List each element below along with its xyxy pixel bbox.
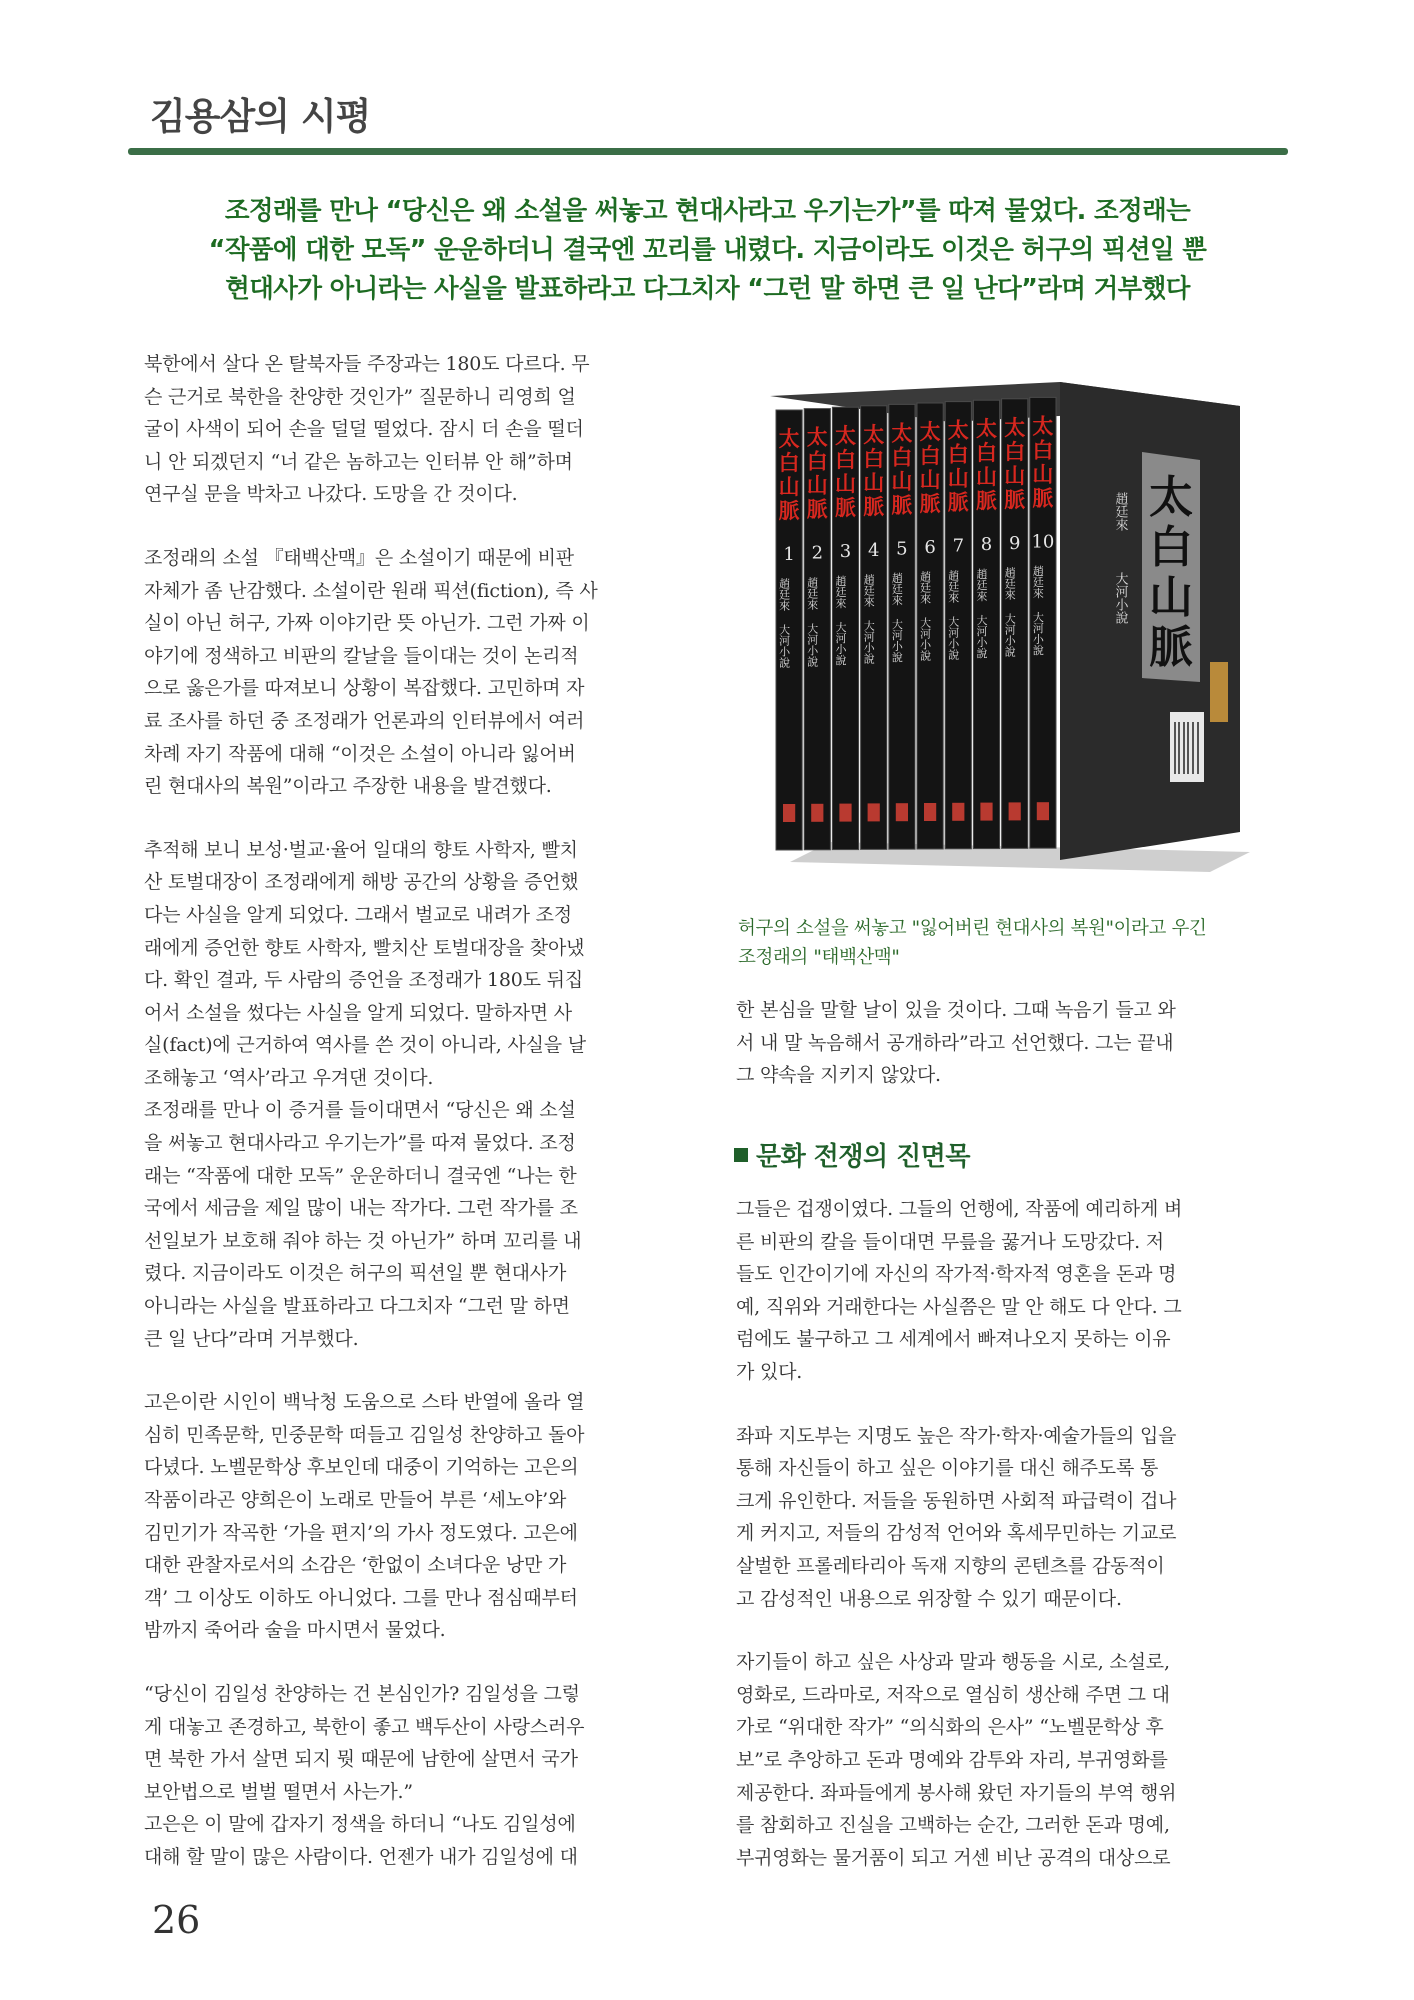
text-line: 다는 사실을 알게 되었다. 그래서 벌교로 내려가 조정 — [144, 903, 572, 926]
spine-title-char: 脈 — [1004, 486, 1026, 512]
book-spine — [889, 404, 915, 849]
spine-title-char: 太 — [891, 420, 913, 446]
book-spine — [776, 410, 802, 850]
spine-volume-number: 2 — [811, 542, 824, 564]
spine-volume-number: 4 — [867, 539, 880, 561]
page-number: 26 — [152, 1898, 201, 1942]
box-title-char: 脈 — [1149, 622, 1193, 673]
spine-title-char: 太 — [806, 424, 828, 450]
spine-title-char: 脈 — [976, 488, 997, 514]
text-line: 자기들이 하고 싶은 사상과 말과 행동을 시로, 소설로, — [736, 1651, 1170, 1674]
text-line: 추적해 보니 보성·벌교·율어 일대의 향토 사학자, 빨치 — [144, 838, 578, 861]
text-line: 어서 소설을 썼다는 사실을 알게 되었다. 말하자면 사 — [144, 1001, 572, 1024]
spine-subtitle: 大河小說 — [890, 618, 904, 663]
book-spine — [917, 403, 943, 849]
text-line: 굴이 사색이 되어 손을 덜덜 떨었다. 잠시 더 손을 떨더 — [144, 418, 584, 441]
caption-line: 허구의 소설을 써놓고 "잃어버린 현대사의 복원"이라고 우긴 — [738, 918, 1207, 939]
spine-title-char: 太 — [947, 417, 969, 443]
publisher-logo-icon — [924, 803, 936, 821]
text-line: 게 커지고, 저들의 감성적 언어와 혹세무민하는 기교로 — [736, 1522, 1177, 1545]
spine-title-char: 白 — [778, 450, 800, 475]
text-line: 린 현대사의 복원”이라고 주장한 내용을 발견했다. — [144, 775, 552, 798]
spine-title-char: 白 — [947, 441, 969, 467]
spine-title-char: 山 — [1032, 461, 1054, 487]
spine-title-char: 太 — [778, 426, 800, 451]
text-line: 고은이란 시인이 백낙청 도움으로 스타 반열에 올라 열 — [144, 1391, 585, 1414]
box-title-char: 太 — [1149, 472, 1193, 523]
spine-volume-number: 1 — [783, 544, 795, 565]
right-column — [736, 1193, 1296, 1874]
paragraph — [144, 1386, 704, 1647]
book-spines — [776, 397, 1056, 850]
text-line: 고은은 이 말에 갑자기 정색을 하더니 “나도 김일성에 — [144, 1813, 576, 1836]
book-spine — [832, 407, 858, 849]
right-column-top — [736, 994, 1296, 1092]
caption-line: 조정래의 "태백산맥" — [738, 947, 900, 968]
spine-author: 趙廷來 — [1031, 565, 1045, 599]
spine-title-char: 白 — [1032, 437, 1054, 463]
publisher-logo-icon — [811, 804, 823, 822]
spine-author: 趙廷來 — [805, 576, 819, 610]
text-line: 제공한다. 좌파들에게 봉사해 왔던 자기들의 부역 행위 — [736, 1781, 1177, 1804]
text-line: 한 본심을 말할 날이 있을 것이다. 그때 녹음기 들고 와 — [736, 999, 1176, 1021]
spine-title-char: 山 — [919, 467, 941, 492]
spine-subtitle: 大河小說 — [777, 624, 791, 668]
spine-author: 趙廷來 — [946, 569, 960, 603]
text-line: 조정래를 만나 이 증거를 들이대면서 “당신은 왜 소설 — [144, 1099, 576, 1122]
text-line: 보안법으로 벌벌 떨면서 사는가.” — [144, 1780, 413, 1803]
pull-quote-line: 현대사가 아니라는 사실을 발표하라고 다그치자 “그런 말 하면 큰 일 난다”라며 거부했다 — [225, 274, 1190, 304]
spine-author: 趙廷來 — [918, 571, 932, 604]
text-line: 국에서 세금을 제일 많이 내는 작가다. 그런 작가를 조 — [144, 1197, 578, 1220]
paragraph — [144, 542, 704, 803]
spine-title-char: 太 — [863, 421, 885, 447]
spine-title-char: 山 — [947, 465, 969, 491]
spine-subtitle: 大河小說 — [1031, 611, 1045, 656]
spine-title-char: 太 — [835, 423, 856, 449]
text-line: 차례 자기 작품에 대해 “이것은 소설이 아니라 잃어버 — [144, 742, 576, 765]
spine-title-char: 脈 — [947, 489, 969, 515]
spine-subtitle: 大河小說 — [918, 617, 932, 661]
spine-title-char: 白 — [806, 448, 828, 474]
text-line: 서 내 말 녹음해서 공개하라”라고 선언했다. 그는 끝내 — [736, 1031, 1174, 1054]
text-line: 밤까지 죽어라 술을 마시면서 물었다. — [144, 1619, 446, 1642]
text-line: 를 참회하고 진실을 고백하는 순간, 그러한 돈과 명예, — [736, 1814, 1170, 1837]
publisher-logo-icon — [896, 803, 908, 821]
spine-subtitle: 大河小說 — [862, 619, 876, 664]
spine-title-char: 脈 — [806, 496, 828, 522]
text-line: 부귀영화는 물거품이 되고 거센 비난 공격의 대상으로 — [736, 1846, 1171, 1869]
subheading-text: 문화 전쟁의 진면목 — [756, 1142, 971, 1172]
text-line: 니 안 되겠던지 “너 같은 놈하고는 인터뷰 안 해”하며 — [144, 450, 573, 473]
spine-author: 趙廷來 — [890, 572, 904, 606]
text-line: 래는 “작품에 대한 모독” 운운하더니 결국엔 “나는 한 — [144, 1164, 577, 1187]
spine-author: 趙廷來 — [975, 568, 988, 602]
spine-author: 趙廷來 — [834, 575, 847, 609]
box-title-char: 白 — [1149, 522, 1193, 573]
text-line: 면 북한 가서 살면 되지 뭣 때문에 남한에 살면서 국가 — [144, 1748, 578, 1771]
spine-title-char: 白 — [835, 447, 856, 473]
square-bullet-icon — [734, 1148, 748, 1162]
box-author: 趙廷來 — [1112, 492, 1128, 531]
text-line: 크게 유인한다. 저들을 동원하면 사회적 파급력이 겁나 — [736, 1489, 1177, 1512]
header-rule — [128, 148, 1288, 155]
paragraph — [736, 1193, 1296, 1389]
text-line: 료 조사를 하던 중 조정래가 언론과의 인터뷰에서 여러 — [144, 709, 585, 732]
paragraph — [144, 834, 704, 1356]
text-line: 선일보가 보호해 줘야 하는 것 아닌가” 하며 꼬리를 내 — [144, 1229, 582, 1252]
book-set-image — [770, 382, 1250, 892]
book-spine — [1002, 399, 1028, 849]
image-caption — [738, 914, 1298, 972]
publisher-logo-icon — [952, 803, 964, 821]
text-line: 래에게 증언한 향토 사학자, 빨치산 토벌대장을 찾아냈 — [144, 936, 585, 959]
pull-quote-line: 조정래를 만나 “당신은 왜 소설을 써놓고 현대사라고 우기는가”를 따져 물었다. 조정래는 — [224, 196, 1191, 226]
text-line: 실이 아닌 허구, 가짜 이야기란 뜻 아닌가. 그런 가짜 이 — [144, 612, 590, 635]
spine-volume-number: 8 — [980, 534, 993, 556]
book-spine — [973, 400, 999, 848]
text-line: 통해 자신들이 하고 싶은 이야기를 대신 해주도록 통 — [736, 1457, 1159, 1480]
text-line: 으로 옳은가를 따져보니 상황이 복잡했다. 고민하며 자 — [144, 677, 585, 700]
text-line: 자체가 좀 난감했다. 소설이란 원래 픽션(fiction), 즉 사 — [144, 579, 598, 602]
box-subtitle: 大河小說 — [1112, 572, 1128, 624]
left-column — [144, 348, 704, 1874]
text-line: 그들은 겁쟁이였다. 그들의 언행에, 작품에 예리하게 벼 — [736, 1198, 1183, 1220]
text-line: 을 써놓고 현대사라고 우기는가”를 따져 물었다. 조정 — [144, 1132, 576, 1155]
spine-title-char: 脈 — [863, 493, 885, 519]
spine-title-char: 山 — [835, 471, 856, 497]
subheading — [734, 1136, 970, 1173]
box-title-char: 山 — [1149, 572, 1193, 623]
spine-title-char: 太 — [919, 419, 941, 444]
spine-title-char: 山 — [891, 468, 913, 494]
text-line: 슨 근거로 북한을 찬양한 것인가” 질문하니 리영희 얼 — [144, 385, 576, 408]
text-line: 연구실 문을 박차고 나갔다. 도망을 간 것이다. — [144, 483, 518, 506]
text-line: 객’ 그 이상도 이하도 아니었다. 그를 만나 점심때부터 — [144, 1586, 578, 1609]
spine-title-char: 山 — [778, 474, 800, 499]
text-line: 고 감성적인 내용으로 위장할 수 있기 때문이다. — [736, 1587, 1122, 1610]
publisher-logo-icon — [839, 804, 851, 822]
text-line: “당신이 김일성 찬양하는 건 본심인가? 김일성을 그렇 — [144, 1682, 580, 1705]
spine-volume-number: 9 — [1008, 532, 1021, 554]
spine-title-char: 太 — [1004, 414, 1026, 440]
text-line: 게 대놓고 존경하고, 북한이 좋고 백두산이 사랑스러우 — [144, 1715, 585, 1738]
spine-title-char: 白 — [919, 443, 941, 468]
spine-subtitle: 大河小說 — [834, 621, 847, 666]
pull-quote — [140, 192, 1275, 309]
text-line: 가 있다. — [736, 1360, 803, 1383]
spine-subtitle: 大河小說 — [975, 614, 988, 659]
text-line: 럼에도 불구하고 그 세계에서 빠져나오지 못하는 이유 — [736, 1328, 1171, 1351]
paragraph — [736, 1646, 1296, 1874]
spine-title-char: 白 — [863, 445, 885, 471]
text-line: 대해 할 말이 많은 사람이다. 언젠가 내가 김일성에 대 — [144, 1845, 578, 1868]
spine-title-char: 脈 — [891, 492, 913, 518]
text-line: 른 비판의 칼을 들이대면 무릎을 꿇거나 도망갔다. 저 — [736, 1230, 1164, 1253]
spine-title-char: 脈 — [919, 491, 941, 516]
spine-volume-number: 5 — [896, 538, 908, 560]
spine-subtitle: 大河小說 — [946, 615, 960, 660]
text-line: 심히 민족문학, 민중문학 떠들고 김일성 찬양하고 돌아 — [144, 1423, 585, 1446]
spine-title-char: 脈 — [1032, 485, 1054, 511]
spine-subtitle: 大河小說 — [805, 622, 819, 667]
publisher-logo-icon — [868, 803, 880, 821]
spine-volume-number: 6 — [924, 537, 936, 558]
paragraph — [736, 1420, 1296, 1616]
spine-author: 趙廷來 — [862, 573, 876, 607]
text-line: 영화로, 드라마로, 저작으로 열심히 생산해 주면 그 대 — [736, 1683, 1170, 1706]
text-line: 아니라는 사실을 발표하라고 다그치자 “그런 말 하면 — [144, 1295, 570, 1318]
spine-author: 趙廷來 — [777, 578, 791, 611]
text-line: 다녔다. 노벨문학상 후보인데 대중이 기억하는 고은의 — [144, 1456, 579, 1479]
publisher-logo-icon — [783, 804, 795, 822]
box-label — [1210, 662, 1228, 722]
text-line: 예, 직위와 거래한다는 사실쯤은 말 안 해도 다 안다. 그 — [736, 1295, 1182, 1318]
section-title: 김용삼의 시평 — [150, 95, 371, 138]
text-line: 가로 “위대한 작가” “의식화의 은사” “노벨문학상 후 — [736, 1716, 1164, 1739]
spine-subtitle: 大河小說 — [1003, 612, 1017, 657]
publisher-logo-icon — [1037, 802, 1049, 820]
text-line: 야기에 정색하고 비판의 칼날을 들이대는 것이 논리적 — [144, 644, 579, 667]
text-line: 작품이라곤 양희은이 노래로 만들어 부른 ‘세노야’와 — [144, 1489, 567, 1511]
text-line: 조해놓고 ‘역사’라고 우겨댄 것이다. — [144, 1066, 434, 1089]
publisher-logo-icon — [980, 803, 992, 821]
spine-title-char: 白 — [976, 440, 997, 466]
text-line: 큰 일 난다”라며 거부했다. — [144, 1327, 359, 1350]
spine-volume-number: 10 — [1031, 531, 1055, 553]
text-line: 다. 확인 결과, 두 사람의 증언을 조정래가 180도 뒤집 — [144, 969, 583, 992]
spine-title-char: 白 — [1004, 438, 1026, 464]
spine-title-char: 太 — [1032, 413, 1054, 439]
pull-quote-line: “작품에 대한 모독” 운운하더니 결국엔 꼬리를 내렸다. 지금이라도 이것은 허구의 픽션일 뿐 — [208, 235, 1207, 265]
spine-title-char: 脈 — [778, 498, 800, 523]
text-line: 들도 인간이기에 자신의 작가적·학자적 영혼을 돈과 명 — [736, 1263, 1177, 1286]
paragraph — [736, 994, 1296, 1092]
spine-author: 趙廷來 — [1003, 566, 1017, 600]
book-spine — [861, 406, 887, 850]
text-line: 실(fact)에 근거하여 역사를 쓴 것이 아니라, 사실을 날 — [144, 1034, 586, 1057]
text-line: 대한 관찰자로서의 소감은 ‘한없이 소녀다운 낭만 가 — [144, 1554, 567, 1577]
spine-volume-number: 3 — [839, 541, 852, 563]
spine-title-char: 脈 — [835, 495, 856, 521]
text-line: 김민기가 작곡한 ‘가을 편지’의 가사 정도였다. 고은에 — [144, 1521, 578, 1544]
publisher-logo-icon — [1009, 802, 1021, 820]
spine-title-char: 白 — [891, 444, 913, 470]
spine-title-char: 山 — [1004, 462, 1026, 488]
book-spine — [1030, 397, 1056, 848]
text-line: 렸다. 지금이라도 이것은 허구의 픽션일 뿐 현대사가 — [144, 1262, 567, 1285]
text-line: 좌파 지도부는 지명도 높은 작가·학자·예술가들의 입을 — [736, 1424, 1177, 1447]
text-line: 산 토벌대장이 조정래에게 해방 공간의 상황을 증언했 — [144, 871, 579, 894]
spine-title-char: 太 — [976, 416, 997, 442]
spine-title-char: 山 — [863, 469, 885, 495]
text-line: 북한에서 살다 온 탈북자들 주장과는 180도 다르다. 무 — [144, 353, 590, 375]
spine-title-char: 山 — [806, 472, 828, 498]
paragraph — [144, 1678, 704, 1874]
text-line: 보”로 추앙하고 돈과 명예와 감투와 자리, 부귀영화를 — [736, 1748, 1168, 1771]
book-spine — [945, 402, 971, 849]
book-spine — [804, 409, 830, 850]
spine-volume-number: 7 — [952, 535, 965, 557]
text-line: 그 약속을 지키지 않았다. — [736, 1064, 941, 1087]
text-line: 살벌한 프롤레타리아 독재 지향의 콘텐츠를 감동적이 — [736, 1554, 1165, 1577]
spine-title-char: 山 — [976, 464, 997, 490]
paragraph — [144, 348, 704, 511]
text-line: 조정래의 소설 『태백산맥』은 소설이기 때문에 비판 — [144, 546, 574, 569]
